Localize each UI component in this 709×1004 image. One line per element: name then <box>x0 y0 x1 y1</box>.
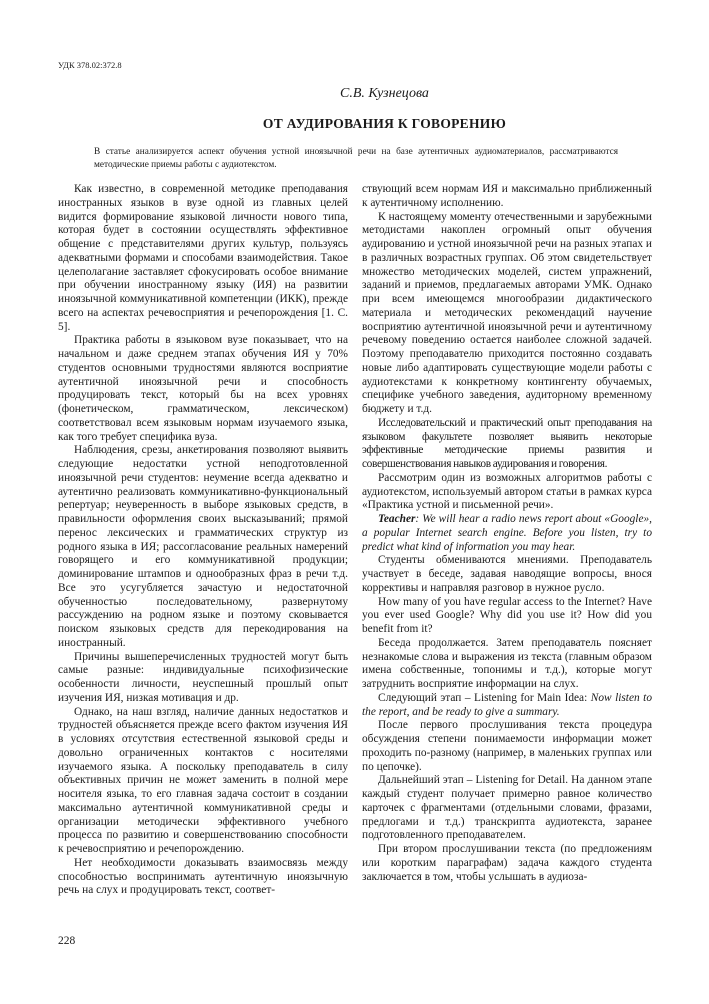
paragraph: При втором прослушивании текста (по предложениям или коротким параграфам) задача каждого студента заключается в том, чтобы услышать в аудиоза- <box>362 843 652 883</box>
teacher-label: Teacher <box>378 513 416 525</box>
paragraph: Причины вышеперечисленных трудностей могут быть самые разные: индивидуальные психофизические особенности личности, неуспешный прошлый опыт изучения ИЯ, низкая мотивация и др. <box>58 650 348 704</box>
paragraph-continued: ствующий всем нормам ИЯ и максимально приближенный к аутентичному исполнению. <box>362 183 652 209</box>
paragraph: Студенты обмениваются мнениями. Преподаватель участвует в беседе, задавая наводящие вопросы, внося коррективы и направляя разговор в нужное русло. <box>362 554 652 594</box>
paragraph: Беседа продолжается. Затем преподаватель поясняет незнакомые слова и выражения из текста (главным образом имена собственные, топонимы и т.д.), которые могут затруднить восприятие информации на слух. <box>362 636 652 690</box>
paragraph: Наблюдения, срезы, анкетирования позволяют выявить следующие недостатки устной неподготовленной иноязычной речи студентов: неумение всегда адекватно и аутентично реализовать коммуникативно-функциональный репертуар; неуверенность в выборе языковых средств, в правильности оформления своих высказываний; прямой перенос лексических и грамматических структур из родного языка в ИЯ; рассогласование реальных намерений говорящего и его коммуникативной продукции; доминирование штампов и однообразных фраз в речи т.д. Все это усугубляется зачастую и недостаточной обученностью последовательному, развернутому рассуждению на родном языке и поэтому сковывается поиском языковых средств для перекодирования на иностранный. <box>58 444 348 649</box>
left-column <box>58 183 348 898</box>
teacher-text: : We will hear a radio news report about «Google», a popular Internet search engine. Before you listen, try to predict what kind of information you may hear. <box>362 513 652 553</box>
question-paragraph: How many of you have regular access to the Internet? Have you ever used Google? Why did you use it? How did you benefit from it? <box>362 595 652 635</box>
page-number: 228 <box>58 935 76 947</box>
paragraph: К настоящему моменту отечественными и зарубежными методистами накоплен огромный опыт обучения аудированию и устной иноязычной речи на разных этапах и в различных возрастных группах. Об этом свидетельствует множество методических моделей, систем упражнений, заданий и приемов, предлагаемых авторами УМК. Однако при всем имеющемся многообразии дидактического материала и методических рекомендаций научение восприятию аутентичной иноязычной речи и аутентичному речевому поведению остается наиболее сложной задачей. Поэтому преподавателю приходится постоянно создавать новые либо адаптировать существующие модели работы с аудиотекстами к конкретному контингенту обучаемых, специфике учебного заведения, аудиторному временному бюджету и т.д. <box>362 210 652 415</box>
paragraph: Однако, на наш взгляд, наличие данных недостатков и трудностей объясняется прежде всего фактом изучения ИЯ в условиях отсутствия естественной языковой среды и довольно ограниченных контактов с носителями изучаемого языка. А поскольку преподаватель в силу объективных причин не может заменить в полной мере носителя языка, то его главная задача состоит в создании максимально аутентичной коммуникативной среды и организации методически эффективного учебного процесса по развитию и совершенствованию способности к речевосприятию и речепорождению. <box>58 705 348 855</box>
paragraph: Исследовательский и практический опыт преподавания на языковом факультете позволяет выявить некоторые эффективные методические приемы развития и совершенствования навыков аудирования и говорения. <box>362 416 652 470</box>
paragraph: Нет необходимости доказывать взаимосвязь между способностью воспринимать аутентичную иноязычную речь на слух и продуцировать текст, соответ- <box>58 856 348 897</box>
main-idea-paragraph <box>362 692 652 720</box>
paragraph: После первого прослушивания текста процедура обсуждения степени понимаемости информации может проходить по-разному (например, в маленьких группах или по цепочке). <box>362 719 652 773</box>
paragraph: Дальнейший этап – Listening for Detail. На данном этапе каждый студент получает примерно равное количество карточек с фрагментами (отдельными словами, фразами, предлогами и т.д.) транскрипта аудиотекста, заранее подготовленного преподавателем. <box>362 774 652 842</box>
paragraph: Практика работы в языковом вузе показывает, что на начальном и даже среднем этапах обучения ИЯ у 70% студентов основными трудностями являются восприятие аутентичной иноязычной речи и способность продуцировать текст, который бы на всех уровнях (фонетическом, грамматическом, лексическом) соответствовал всем языковым нормам изучаемого языка, как того требует специфика вуза. <box>58 334 348 443</box>
paragraph: Рассмотрим один из возможных алгоритмов работы с аудиотекстом, используемый автором статьи в рамках курса «Практика устной и письменной речи». <box>362 471 652 512</box>
main-idea-instruction: Now listen to the report, and be ready to give a summary. <box>362 691 652 718</box>
paragraph: Как известно, в современной методике преподавания иностранных языков в вузе одной из главных целей видится формирование языковой личности нового типа, которая будет в состоянии осуществлять эффективное общение с представителями других культур, пользуясь адекватными формами и способами взаимодействия. Такое целеполагание заставляет сфокусировать особое внимание при обучении иностранному языку (ИЯ) на развитии иноязычной коммуникативной компетенции (ИКК), прежде всего на аспектах речевосприятия и речепорождения [1. С. 5]. <box>58 183 348 333</box>
main-idea-prefix: Следующий этап – Listening for Main Idea: <box>378 691 591 704</box>
teacher-prompt <box>362 513 652 554</box>
right-column <box>362 183 652 884</box>
article-abstract: В статье анализируется аспект обучения устной иноязычной речи на базе аутентичных аудиоматериалов, рассматриваются методические приемы работы с аудиотекстом. <box>94 147 618 170</box>
udk-code: УДК 378.02:372.8 <box>58 60 122 70</box>
author-name: С.В. Кузнецова <box>340 86 429 101</box>
article-title: ОТ АУДИРОВАНИЯ К ГОВОРЕНИЮ <box>262 116 507 131</box>
